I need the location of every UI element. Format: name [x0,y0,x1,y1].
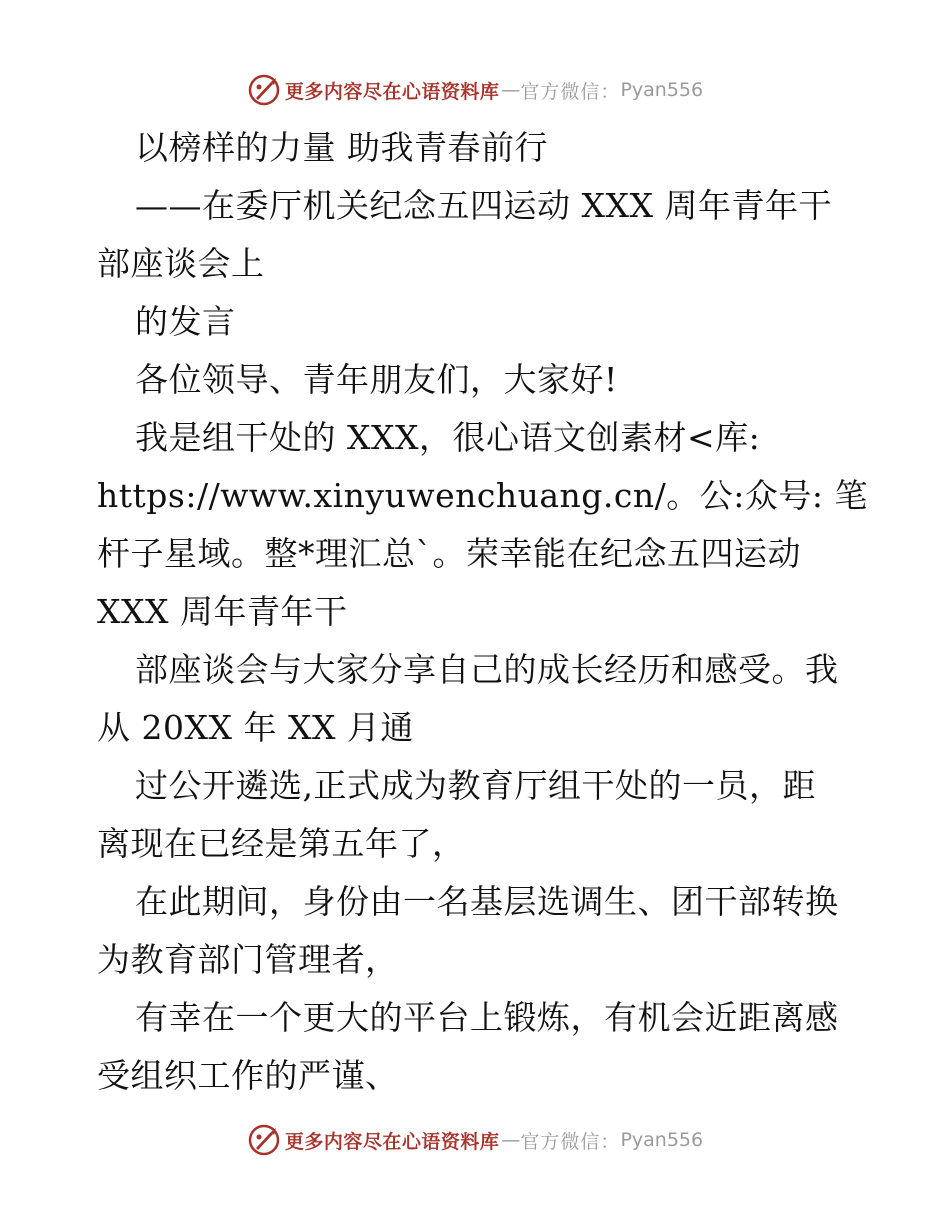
banner-wechat-handle: Pyan556 [620,79,704,101]
document-body [97,119,867,1105]
paragraph-line: 有幸在一个更大的平台上锻炼，有机会近距离感 [135,998,839,1037]
paragraph-line: 杆子星域。整*理汇总`。荣幸能在纪念五四运动 [97,534,801,573]
paragraph-line: 为教育部门管理者， [97,940,399,979]
paragraph-line: XXX 周年青年干 [97,592,348,631]
banner-wechat-handle: Pyan556 [620,1129,704,1151]
footer-banner [0,1120,950,1160]
document-subtitle-line: 部座谈会上 [97,244,265,283]
banner-wechat-label: 官方微信： [520,80,621,103]
paragraph-line: 过公开遴选,正式成为教育厅组干处的一员，距 [135,766,816,805]
paragraph-line: 受组织工作的严谨、 [97,1056,399,1095]
paragraph-line: 部座谈会与大家分享自己的成长经历和感受。我 [135,650,839,689]
paragraph-line: 在此期间，身份由一名基层选调生、团干部转换 [135,882,839,921]
banner-wechat-label: 官方微信： [520,1130,621,1153]
banner-main-text: 更多内容尽在心语资料库 [284,80,500,103]
paragraph-line: 各位领导、青年朋友们，大家好! [135,360,618,399]
paragraph-line: 从 20XX 年 XX 月通 [97,708,414,747]
paragraph-line: https://www.xinyuwenchuang.cn/。公:众号: 笔 [97,476,868,515]
paragraph-line: 离现在已经是第五年了， [97,824,466,863]
banner-main-text: 更多内容尽在心语资料库 [284,1130,500,1153]
quill-pen-logo-icon [247,1123,281,1157]
document-subtitle-line: 的发言 [135,302,236,341]
quill-pen-logo-icon [247,73,281,107]
banner-dash: — [501,79,519,101]
document-title: 以榜样的力量 助我青春前行 [135,128,548,167]
header-banner [0,70,950,110]
document-subtitle-line: ——在委厅机关纪念五四运动 XXX 周年青年干 [135,186,832,225]
paragraph-line: 我是组干处的 XXX，很心语文创素材<库: [135,418,761,457]
banner-dash: — [501,1129,519,1151]
